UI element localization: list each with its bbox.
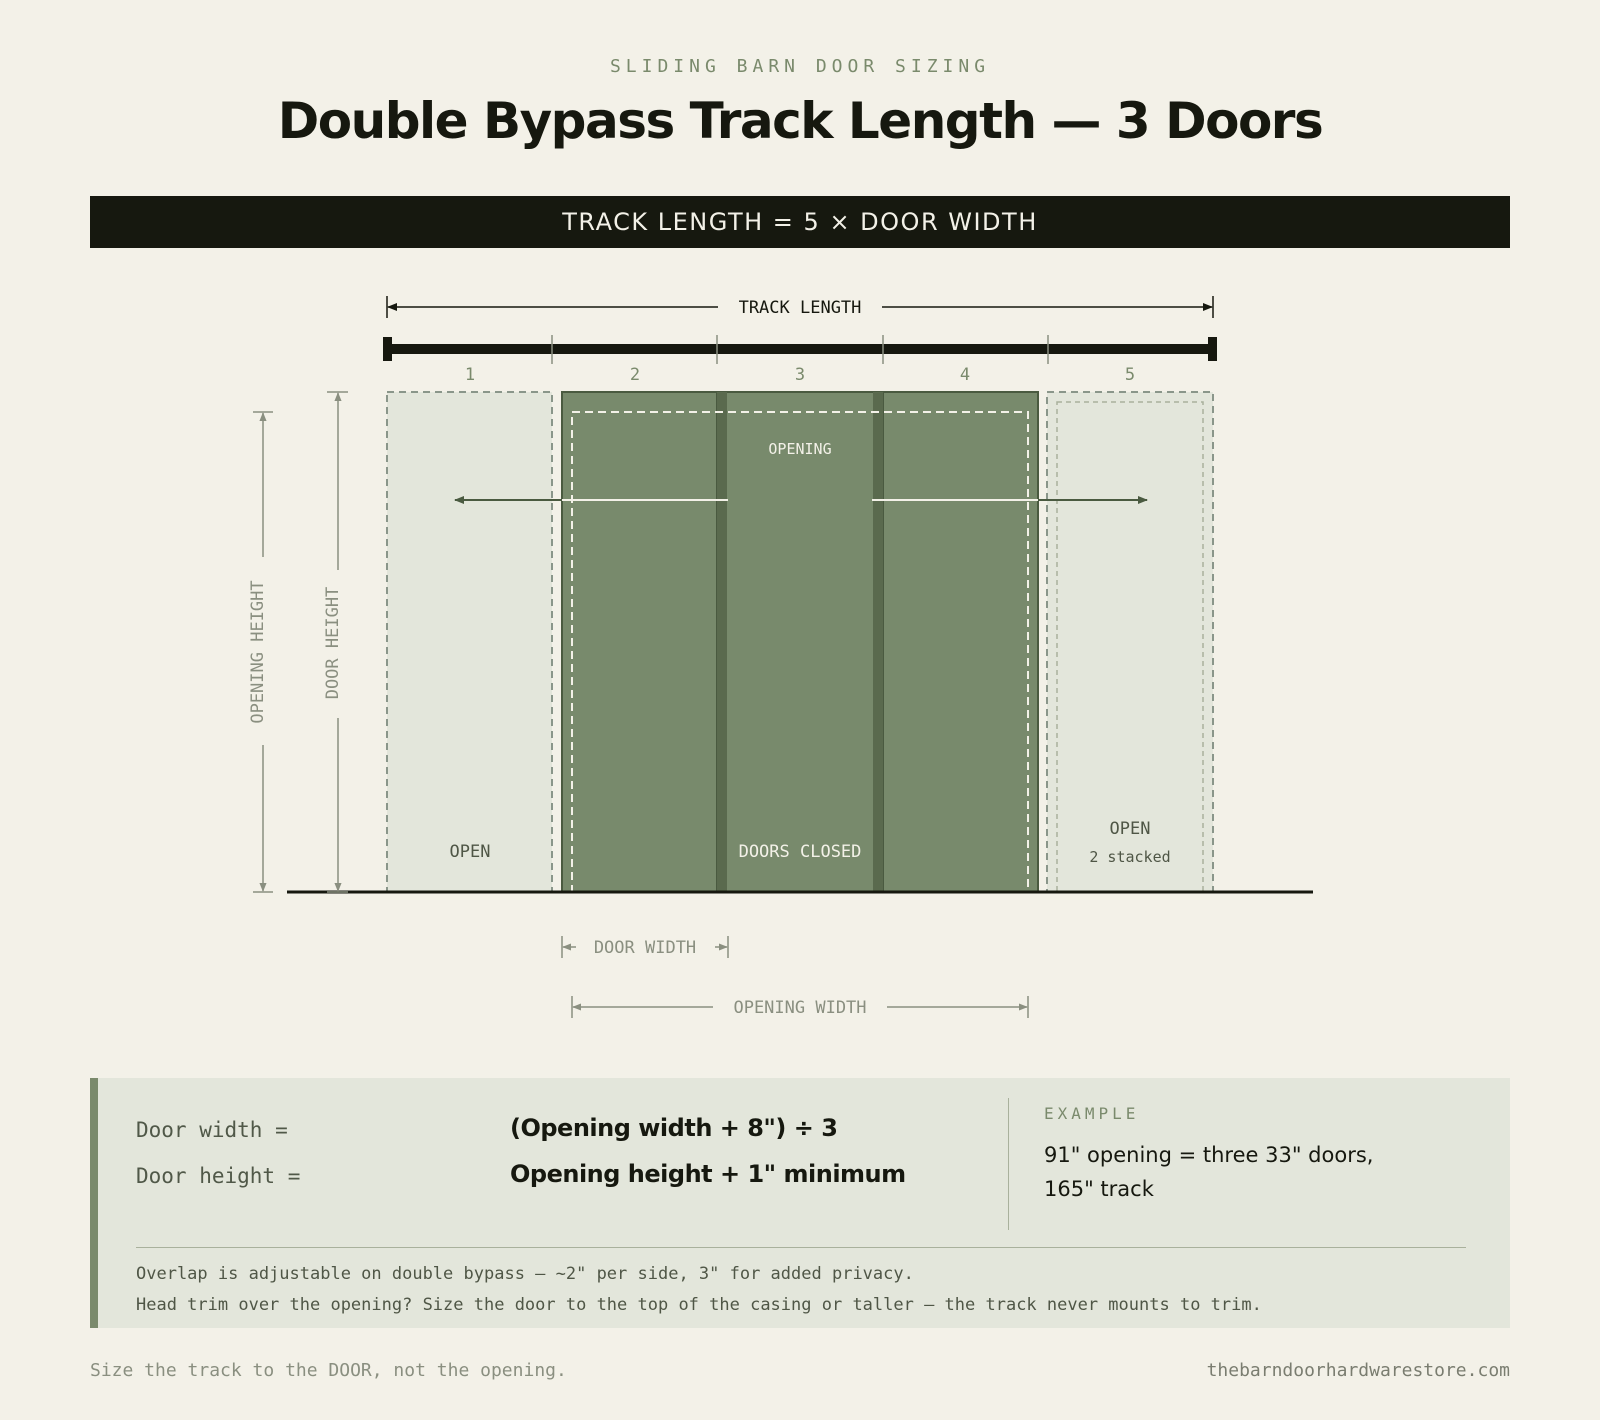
- segment-number-3: 3: [794, 365, 806, 385]
- open-left-label: OPEN: [449, 842, 491, 862]
- track-length-dimension: [387, 296, 1213, 318]
- open-zone-left: [387, 392, 552, 892]
- opening-label: OPENING: [768, 440, 832, 458]
- door-width-label: DOOR WIDTH: [593, 938, 697, 958]
- page-title: Double Bypass Track Length — 3 Doors: [277, 92, 1323, 150]
- door-width-formula-value: (Opening width + 8") ÷ 3: [510, 1114, 838, 1142]
- open-zone-right: [1047, 392, 1213, 892]
- segment-number-5: 5: [1124, 365, 1136, 385]
- opening-height-label: OPENING HEIGHT: [248, 580, 268, 724]
- door-panel-center: [717, 392, 883, 892]
- door-height-formula-value: Opening height + 1" minimum: [510, 1160, 906, 1188]
- track-length-label: TRACK LENGTH: [738, 298, 862, 318]
- overlap-note: Overlap is adjustable on double bypass — ~2" per side, 3" for added privacy.: [136, 1264, 914, 1284]
- footer-website-link[interactable]: thebarndoorhardwarestore.com: [1206, 1360, 1510, 1381]
- example-label: EXAMPLE: [1044, 1104, 1140, 1123]
- track-rail: [383, 335, 1217, 364]
- track-formula-banner: TRACK LENGTH = 5 × DOOR WIDTH: [90, 196, 1510, 248]
- example-text: 91" opening = three 33" doors, 165" track: [1044, 1143, 1374, 1201]
- door-height-label: DOOR HEIGHT: [323, 586, 343, 700]
- door-panel-right: [882, 392, 1038, 892]
- opening-width-dimension: [572, 996, 1028, 1018]
- footer-tip: Size the track to the DOOR, not the opening.: [90, 1360, 567, 1381]
- segment-number-4: 4: [959, 365, 971, 385]
- open-right-label: OPEN: [1109, 819, 1151, 839]
- segment-number-2: 2: [629, 365, 641, 385]
- closed-doors: [562, 392, 1038, 892]
- opening-height-dimension: [248, 412, 273, 892]
- panel-vertical-divider: [1008, 1098, 1009, 1230]
- doors-closed-label: DOORS CLOSED: [738, 842, 862, 862]
- panel-horizontal-divider: [136, 1247, 1466, 1248]
- head-trim-note: Head trim over the opening? Size the door to the top of the casing or taller — the track never mounts to trim.: [136, 1295, 1262, 1315]
- formula-panel: [90, 1078, 1510, 1328]
- segment-number-1: 1: [464, 365, 476, 385]
- door-panel-left: [562, 392, 718, 892]
- door-overlap-left: [717, 392, 727, 892]
- door-height-formula-label: Door height =: [136, 1164, 301, 1188]
- door-height-dimension: [323, 392, 348, 892]
- door-width-dimension: [562, 936, 728, 958]
- door-width-formula-label: Door width =: [136, 1118, 288, 1142]
- open-right-sublabel: 2 stacked: [1089, 848, 1171, 866]
- opening-width-label: OPENING WIDTH: [733, 998, 867, 1018]
- eyebrow-label: SLIDING BARN DOOR SIZING: [609, 56, 991, 77]
- track-diagram: [0, 280, 1600, 1040]
- door-overlap-right: [873, 392, 883, 892]
